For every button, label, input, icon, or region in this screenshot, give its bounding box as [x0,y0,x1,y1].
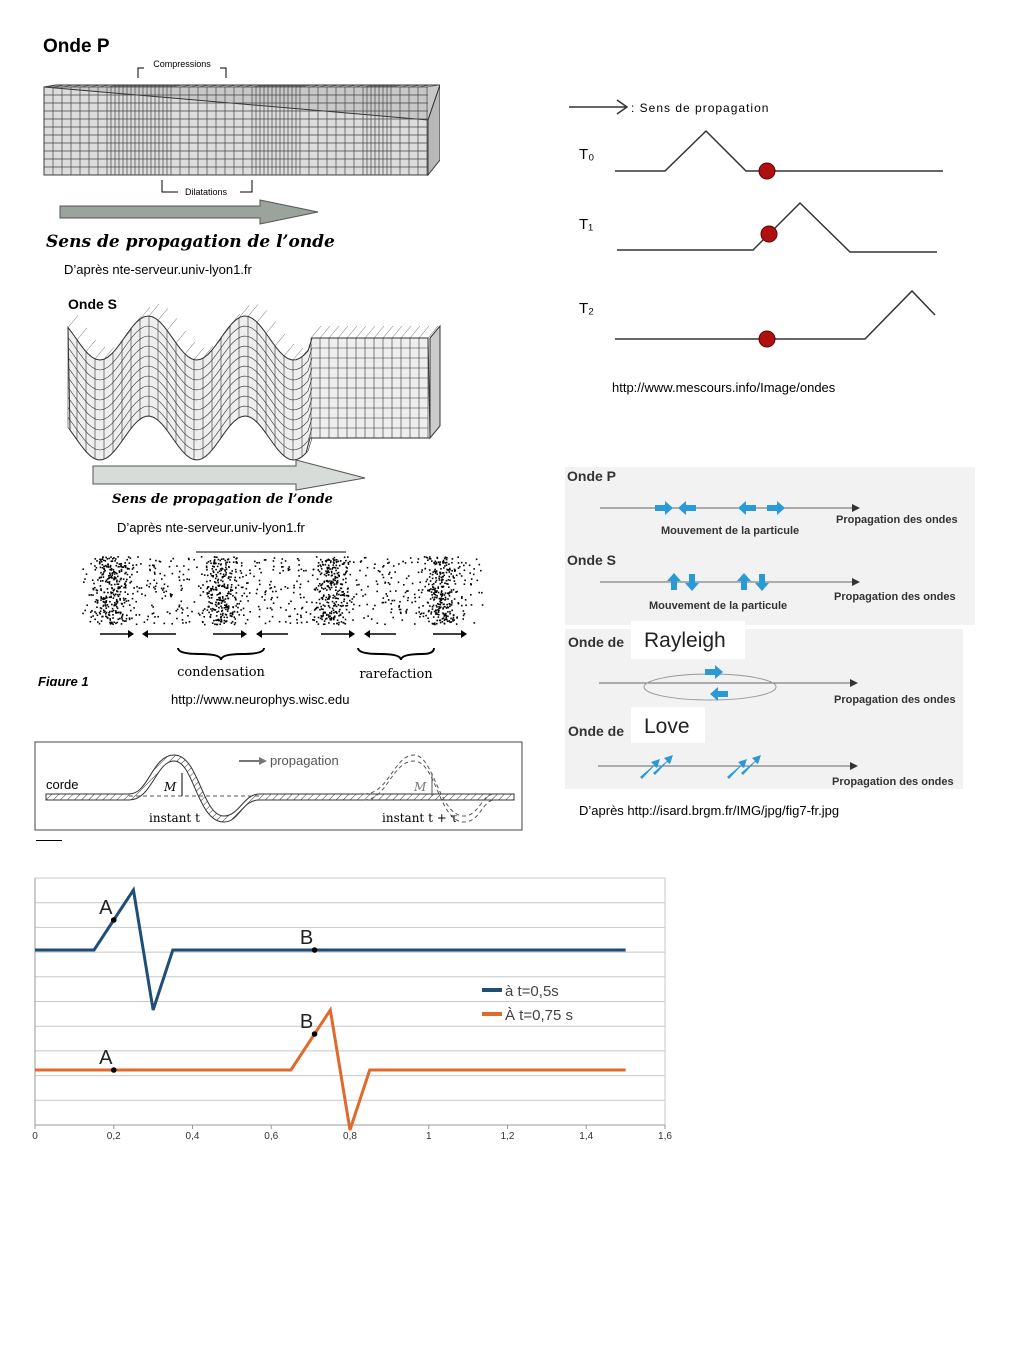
dilatations-label: Dilatations [184,187,228,197]
condensation-label: condensation [177,665,265,680]
x-tick-label: 0,8 [343,1131,357,1142]
point-label: A [99,1047,113,1069]
onde-s-sens: Sens de propagation de l’onde [112,492,333,507]
corde-figure [34,741,524,841]
x-tick-label: 0 [32,1131,38,1142]
displacement-arrows [100,630,467,638]
legend-label: À t=0,75 s [505,1007,573,1024]
wave-types-figure [565,467,977,792]
x-tick-label: 1,6 [658,1131,672,1142]
series-line [35,1010,626,1130]
point-label: B [299,1011,314,1033]
mouvement-p-label: Mouvement de la particule [661,525,800,537]
point-label: A [99,897,113,919]
onde-s-title: Onde S [68,296,118,312]
sens-label: : Sens de propagation [631,101,770,115]
onde-s-type: Onde S [567,552,617,568]
pulse-t0 [615,131,943,171]
propagation-l-label: Propagation des ondes [832,776,954,788]
m-prime-label: M [414,780,427,794]
love-label: Love [644,715,690,738]
t2-label: T₂ [579,300,594,317]
pulse-caption: http://www.mescours.info/Image/ondes [612,380,836,395]
particle-dots [82,556,483,625]
compressions-label: Compressions [153,59,211,69]
onde-p-caption: D’après nte-serveur.univ-lyon1.fr [64,262,252,277]
pulse-figure [565,95,955,350]
instant-t-tau-label: instant t + τ [382,811,458,825]
corde-label: corde [46,777,79,792]
point-label: B [299,927,314,949]
rayleigh-label: Rayleigh [644,629,726,652]
figure-label: Figure 1 [38,674,89,686]
x-tick-label: 0,6 [264,1131,279,1142]
x-tick-label: 1,4 [579,1131,594,1142]
x-tick-label: 0,4 [185,1131,200,1142]
density-figure [36,548,486,686]
divider [36,840,62,841]
marker-t1 [761,226,777,242]
onde-rayleigh-type: Onde de [568,634,625,650]
legend-label: à t=0,5s [505,983,559,1000]
t1-label: T₁ [579,216,594,233]
corde-propagation-label: propagation [270,753,339,768]
onde-p-sens: Sens de propagation de l’onde [46,232,335,252]
propagation-r-label: Propagation des ondes [834,694,956,706]
grid-block-p [44,85,440,175]
wave-types-caption: D’après http://isard.brgm.fr/IMG/jpg/fig7-fr.jpg [579,803,840,818]
grid-block-s [68,304,440,460]
x-tick-label: 0,2 [106,1131,121,1142]
onde-p-type: Onde P [567,468,617,484]
pulse-t1 [617,203,937,252]
instant-t-label: instant t [149,811,200,825]
onde-s-caption: D’après nte-serveur.univ-lyon1.fr [117,520,305,535]
propagation-s-label: Propagation des ondes [834,591,956,603]
onde-s-figure [60,290,450,515]
x-tick-label: 1,2 [500,1131,515,1142]
density-caption: http://www.neurophys.wisc.edu [171,692,350,707]
onde-love-type: Onde de [568,723,625,739]
mouvement-s-label: Mouvement de la particule [649,600,788,612]
marker-t0 [759,163,775,179]
propagation-arrow [60,200,318,224]
propagation-arrow [93,460,365,490]
onde-p-title: Onde P [43,36,110,57]
rarefaction-label: rarefaction [359,667,433,682]
onde-p-figure [40,30,440,255]
pulse-t2 [615,291,935,339]
t0-label: T₀ [579,146,595,163]
m-label: M [164,780,177,794]
displacement-chart [20,870,680,1150]
marker-t2 [759,331,775,347]
x-tick-label: 1 [425,1131,432,1142]
propagation-p-label: Propagation des ondes [836,514,958,526]
